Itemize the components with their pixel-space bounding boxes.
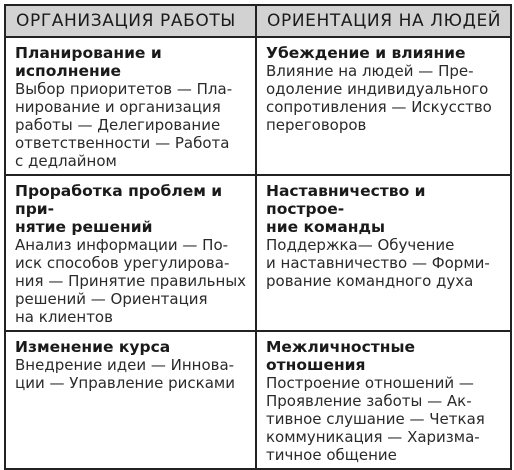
header-row xyxy=(5,5,511,37)
cell-body: Построение отношений — Проявление заботы — Ак- тивное слушание — Четкая коммуникация — Харизма- тичное общение xyxy=(266,374,485,464)
cell-persuasion xyxy=(256,37,511,175)
cell-body: Влияние на людей — Пре- одоление индивидуального сопротивления — Искусство переговоров xyxy=(266,62,492,134)
table-row xyxy=(5,175,511,331)
cell-title: Наставничество и построе- ние команды xyxy=(266,182,426,236)
header-work-organization: ОРГАНИЗАЦИЯ РАБОТЫ xyxy=(5,5,256,37)
cell-title: Изменение курса xyxy=(15,338,171,356)
cell-planning xyxy=(5,37,256,175)
competency-table xyxy=(4,4,512,470)
cell-body: Внедрение идеи — Иннова- ции — Управление рисками xyxy=(15,356,235,392)
table-row xyxy=(5,331,511,469)
cell-body: Анализ информации — По- иск способов урегулирова- ния — Принятие правильных решений — Ориентация на клиентов xyxy=(15,236,247,326)
cell-body: Выбор приоритетов — Пла- нирование и организация работы — Делегирование ответственности — Работа с дедлайном xyxy=(15,80,233,170)
cell-mentoring xyxy=(256,175,511,331)
cell-body: Поддержка— Обучение и наставничество — Форми- рование командного духа xyxy=(266,236,490,290)
cell-problem-solving xyxy=(5,175,256,331)
header-people-orientation: ОРИЕНТАЦИЯ НА ЛЮДЕЙ xyxy=(256,5,511,37)
cell-change-course xyxy=(5,331,256,469)
cell-title: Проработка проблем и при- нятие решений xyxy=(15,182,223,236)
cell-title: Убеждение и влияние xyxy=(266,44,466,62)
cell-title: Планирование и исполнение xyxy=(15,44,162,80)
cell-interpersonal xyxy=(256,331,511,469)
table-row xyxy=(5,37,511,175)
cell-title: Межличностные отношения xyxy=(266,338,415,374)
